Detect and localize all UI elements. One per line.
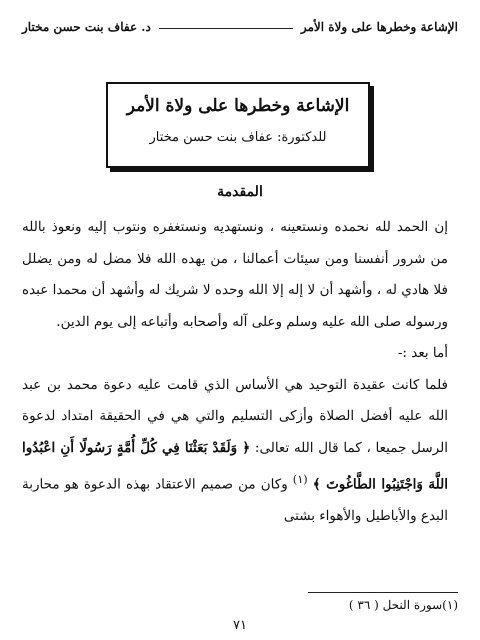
paragraph-text-after-verse: وكان من صميم الاعتقاد بهذه الدعوة هو محاربة البدع والأباطيل والأهواء بشتى [22,476,448,524]
section-heading: المقدمة [217,184,263,200]
header-rule [159,28,293,29]
paragraph-opening: إن الحمد لله نحمده ونستعينه ، ونستهديه ونستغفره ونتوب إليه ونعوذ بالله من شرور أنفسنا ومن سيئات أعمالنا ، من يهده الله فلا مضل له ومن يضلل فلا هادي له ، وأشهد أن لا إله إلا الله وحده لا شريك له وأشهد أن محمدا عبده ورسوله صلى الله عليه وسلم وعلى آله وأصحابه وأتباعه إلى يوم الدين. [22,219,448,330]
body-text [22,212,458,533]
title-box [106,82,370,168]
footnote-rule [308,592,458,593]
article-author: للدكتورة: عفاف بنت حسن مختار [149,130,327,145]
footnote-marker: (١) [292,473,308,486]
footnote: (١)سورة النحل ( ٣٦ ) [348,598,458,612]
running-header [22,14,458,40]
article-title: الإشاعة وخطرها على ولاة الأمر [126,96,350,116]
quran-verse: ﴿ وَلَقَدْ بَعَثْنَا فِي كُلِّ أُمَّةٍ رَسُولًا أَنِ اعْبُدُوا اللَّهَ وَاجْتَنِبُوا الطَّاغُوتَ ﴾ [22,439,448,493]
page-number: ٧١ [233,618,247,633]
paragraph-text-before-verse: فلما كانت عقيدة التوحيد هي الأساس الذي قامت عليه دعوة محمد بن عبد الله عليه أفضل الصلاة وأزكى التسليم والتي هي في الحقيقة امتداد لدعوة الرسل جميعا ، كما قال الله تعالى: [22,376,448,456]
paragraph-tawhid [22,370,458,533]
header-title: الإشاعة وخطرها على ولاة الأمر [300,20,458,34]
header-author: د. عفاف بنت حسن مختار [22,20,151,34]
amma-baad: أما بعد :- [397,345,448,361]
